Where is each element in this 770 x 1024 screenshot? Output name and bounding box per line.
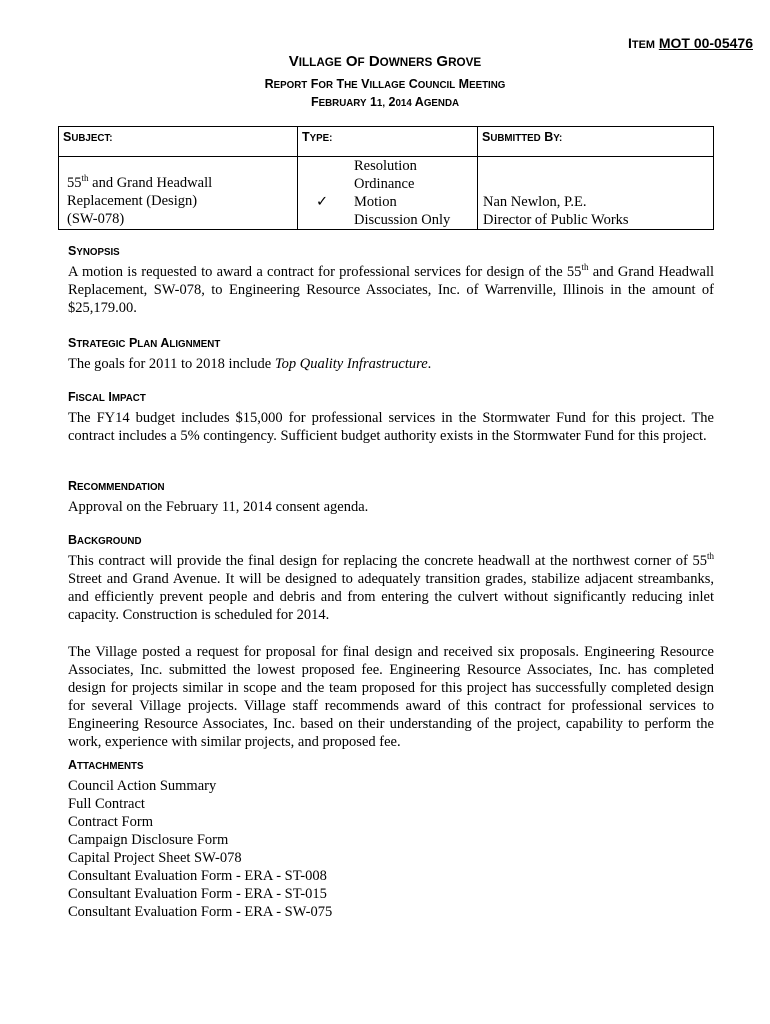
- attachment-item: Campaign Disclosure Form: [68, 832, 229, 848]
- attachment-item: Full Contract: [68, 796, 145, 812]
- info-table-body-row: [59, 157, 714, 230]
- type-cell: [298, 157, 478, 230]
- background-title: BACKGROUND: [68, 533, 142, 547]
- subject-line-1: 55th and Grand Headwall: [67, 173, 213, 191]
- recommendation-section: [68, 479, 714, 516]
- type-option: Discussion Only: [354, 212, 451, 228]
- attachment-item: Consultant Evaluation Form - ERA - ST-008: [68, 868, 327, 884]
- synopsis-title: SYNOPSIS: [68, 244, 120, 258]
- item-prefix: ITEM: [628, 35, 655, 51]
- strategic-section: [68, 336, 714, 373]
- agenda-date: FEBRUARY 11, 2014 AGENDA: [310, 95, 460, 109]
- type-option-selected: ✓ Motion: [316, 194, 397, 210]
- info-table: [58, 126, 714, 230]
- attachment-item: Contract Form: [68, 814, 153, 830]
- recommendation-text: Approval on the February 11, 2014 consent agenda.: [68, 499, 369, 515]
- synopsis-section: [68, 244, 714, 317]
- submitter-title: Director of Public Works: [483, 212, 629, 228]
- item-number: [628, 35, 753, 51]
- info-table-header-row: [59, 127, 714, 157]
- type-label: TYPE:: [298, 127, 478, 157]
- strategic-text: The goals for 2011 to 2018 include Top Quality Infrastructure.: [68, 356, 432, 372]
- attachment-item: Consultant Evaluation Form - ERA - SW-075: [68, 904, 333, 920]
- type-option: Resolution: [354, 158, 417, 174]
- background-section: [68, 533, 714, 751]
- check-icon: ✓: [316, 194, 329, 210]
- report-title: REPORT FOR THE VILLAGE COUNCIL MEETING: [264, 77, 506, 91]
- attachments-title: ATTACHMENTS: [68, 758, 144, 772]
- village-name: VILLAGE OF DOWNERS GROVE: [288, 53, 482, 70]
- subject-line-2: Replacement (Design): [67, 193, 198, 209]
- strategic-title: STRATEGIC PLAN ALIGNMENT: [68, 336, 221, 350]
- background-paragraph-2: The Village posted a request for proposal for final design and received six proposals. Engineering Resource Associates, Inc. submitted the lowest proposed fee. Engineering Resource Associates, Inc. has completed design for projects similar in scope and the team proposed for this project has successfully completed design for several Village projects. Village staff recommends award of this contract for professional services to Engineering Resource Associates, Inc. based on their understanding of the project, capability to perform the work, experience with similar projects, and proposed fee.: [68, 644, 714, 750]
- attachment-item: Capital Project Sheet SW-078: [68, 850, 242, 866]
- subject-cell: [59, 157, 298, 230]
- item-id: MOT 00-05476: [658, 35, 753, 51]
- subject-label: SUBJECT:: [59, 127, 298, 157]
- submitted-by-label: SUBMITTED BY:: [478, 127, 714, 157]
- synopsis-text: A motion is requested to award a contract for professional services for design of the 55th and Grand Headwall Replacement, SW-078, to Engineering Resource Associates, Inc. of Warrenville, Illinois in the amount of $25,179.00.: [68, 262, 714, 316]
- attachments-section: [68, 758, 714, 921]
- attachment-item: Council Action Summary: [68, 778, 217, 794]
- submitted-by-cell: [478, 157, 714, 230]
- recommendation-title: RECOMMENDATION: [68, 479, 165, 493]
- submitter-name: Nan Newlon, P.E.: [483, 194, 587, 210]
- fiscal-text: The FY14 budget includes $15,000 for professional services in the Stormwater Fund for this project. The contract includes a 5% contingency. Sufficient budget authority exists in the Stormwater Fund for this project.: [68, 410, 714, 444]
- fiscal-title: FISCAL IMPACT: [68, 390, 146, 404]
- type-option: Ordinance: [354, 176, 415, 192]
- attachment-item: Consultant Evaluation Form - ERA - ST-015: [68, 886, 327, 902]
- fiscal-section: [68, 390, 714, 445]
- subject-line-3: (SW-078): [67, 211, 125, 227]
- background-paragraph-1: This contract will provide the final design for replacing the concrete headwall at the northwest corner of 55th Street and Grand Avenue. It will be designed to adequately transition grades, stabilize adjacent streambanks, and efficiently prevent people and debris and from entering the culvert without significantly reducing inlet capacity. Construction is scheduled for 2014.: [68, 551, 714, 623]
